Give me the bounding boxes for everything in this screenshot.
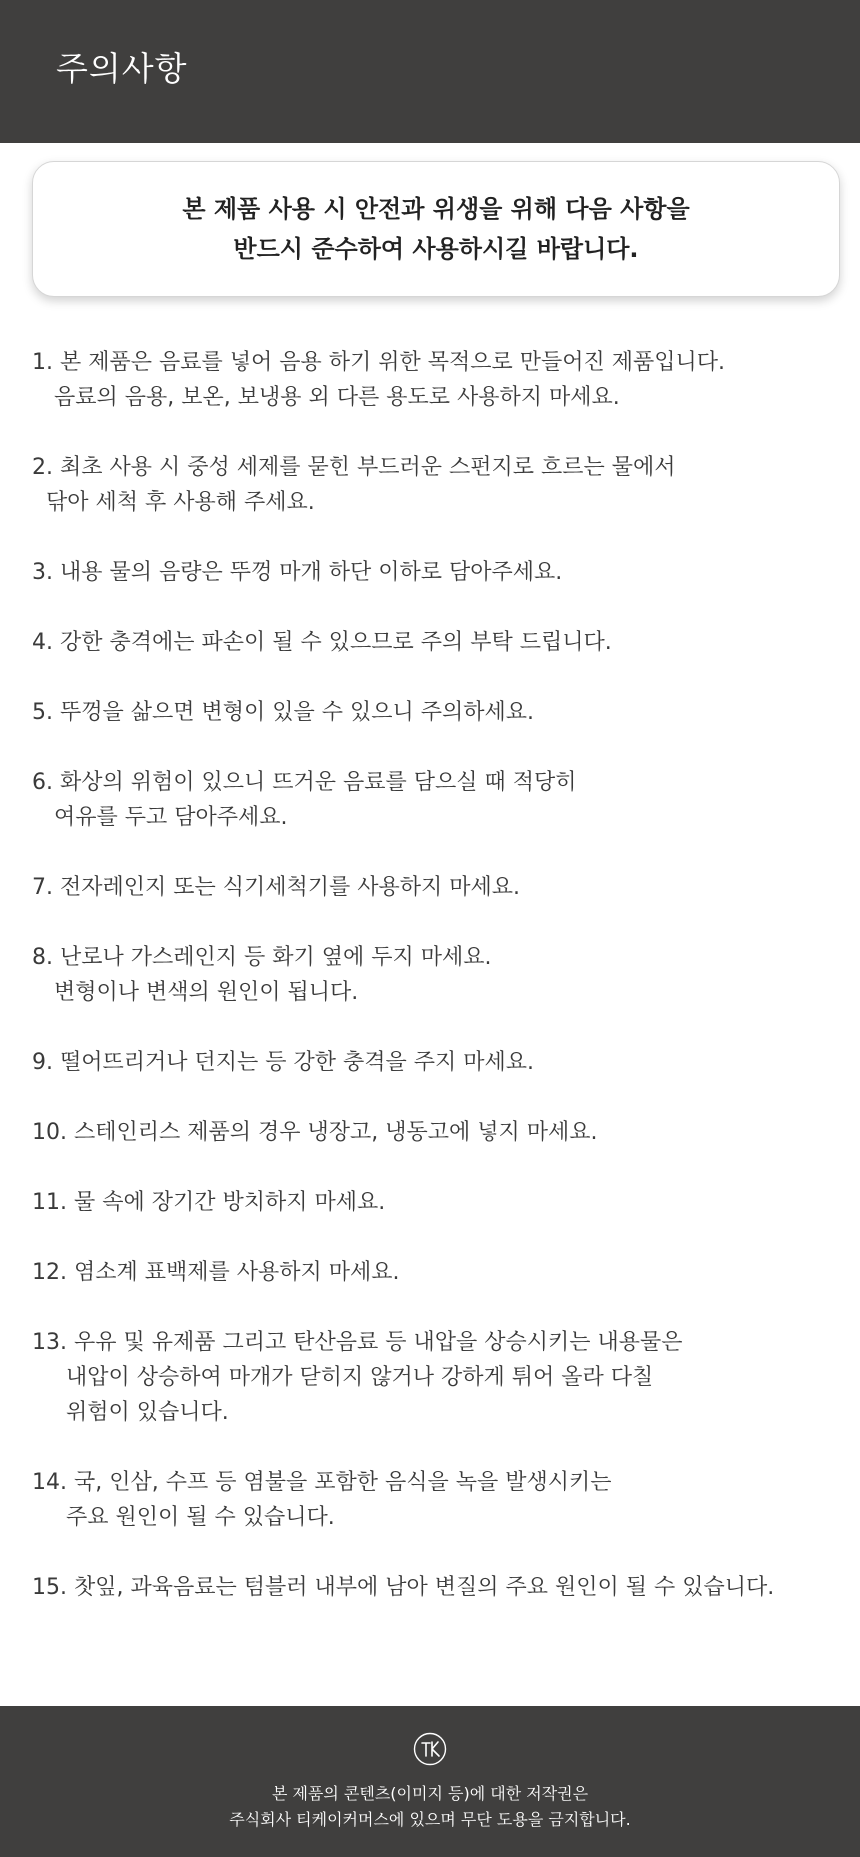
notice-box — [32, 161, 840, 297]
caution-text: 3. 내용 물의 음량은 뚜껑 마개 하단 이하로 담아주세요. — [32, 560, 563, 585]
tk-logo-icon — [413, 1732, 447, 1766]
caution-text: 10. 스테인리스 제품의 경우 냉장고, 냉동고에 넣지 마세요. — [32, 1120, 598, 1145]
caution-item-3 — [32, 555, 832, 590]
caution-text: 5. 뚜껑을 삶으면 변형이 있을 수 있으니 주의하세요. — [32, 700, 534, 725]
copyright-notice — [0, 1781, 860, 1833]
caution-item-8 — [32, 940, 832, 1010]
caution-item-4 — [32, 625, 832, 660]
copyright-line: 주식회사 티케이커머스에 있으며 무단 도용을 금지합니다. — [229, 1810, 631, 1829]
caution-item-15 — [32, 1570, 832, 1605]
caution-item-5 — [32, 695, 832, 730]
caution-item-14 — [32, 1465, 832, 1535]
caution-text: 9. 떨어뜨리거나 던지는 등 강한 충격을 주지 마세요. — [32, 1050, 534, 1075]
caution-item-1 — [32, 345, 832, 415]
caution-item-12 — [32, 1255, 832, 1290]
page-header — [0, 0, 860, 143]
caution-text: 위험이 있습니다. — [66, 1400, 229, 1425]
caution-text: 음료의 음용, 보온, 보냉용 외 다른 용도로 사용하지 마세요. — [54, 385, 620, 410]
caution-text: 8. 난로나 가스레인지 등 화기 옆에 두지 마세요. — [32, 945, 492, 970]
page-footer — [0, 1706, 860, 1857]
caution-text: 변형이나 변색의 원인이 됩니다. — [54, 980, 359, 1005]
notice-line: 본 제품 사용 시 안전과 위생을 위해 다음 사항을 — [182, 195, 690, 223]
caution-text: 6. 화상의 위험이 있으니 뜨거운 음료를 담으실 때 적당히 — [32, 770, 577, 795]
caution-text: 12. 염소계 표백제를 사용하지 마세요. — [32, 1260, 400, 1285]
copyright-line: 본 제품의 콘텐츠(이미지 등)에 대한 저작권은 — [271, 1784, 589, 1803]
caution-item-6 — [32, 765, 832, 835]
caution-text: 2. 최초 사용 시 중성 세제를 묻힌 부드러운 스펀지로 흐르는 물에서 — [32, 455, 676, 480]
caution-item-11 — [32, 1185, 832, 1220]
caution-text: 11. 물 속에 장기간 방치하지 마세요. — [32, 1190, 386, 1215]
caution-text: 1. 본 제품은 음료를 넣어 음용 하기 위한 목적으로 만들어진 제품입니다. — [32, 350, 725, 375]
caution-text: 내압이 상승하여 마개가 닫히지 않거나 강하게 튀어 올라 다칠 — [66, 1365, 654, 1390]
caution-list — [32, 345, 832, 1640]
caution-text: 7. 전자레인지 또는 식기세척기를 사용하지 마세요. — [32, 875, 520, 900]
notice-line: 반드시 준수하여 사용하시길 바랍니다. — [233, 235, 639, 263]
caution-text: 닦아 세척 후 사용해 주세요. — [46, 490, 315, 515]
caution-item-13 — [32, 1325, 832, 1430]
caution-text: 4. 강한 충격에는 파손이 될 수 있으므로 주의 부탁 드립니다. — [32, 630, 612, 655]
caution-item-10 — [32, 1115, 832, 1150]
caution-text: 15. 찻잎, 과육음료는 텀블러 내부에 남아 변질의 주요 원인이 될 수 있습니다. — [32, 1575, 775, 1600]
caution-text: 여유를 두고 담아주세요. — [54, 805, 288, 830]
page-title: 주의사항 — [56, 49, 188, 88]
caution-text: 14. 국, 인삼, 수프 등 염불을 포함한 음식을 녹을 발생시키는 — [32, 1470, 612, 1495]
caution-text: 주요 원인이 될 수 있습니다. — [66, 1505, 335, 1530]
caution-item-7 — [32, 870, 832, 905]
caution-item-2 — [32, 450, 832, 520]
caution-text: 13. 우유 및 유제품 그리고 탄산음료 등 내압을 상승시키는 내용물은 — [32, 1330, 683, 1355]
caution-item-9 — [32, 1045, 832, 1080]
